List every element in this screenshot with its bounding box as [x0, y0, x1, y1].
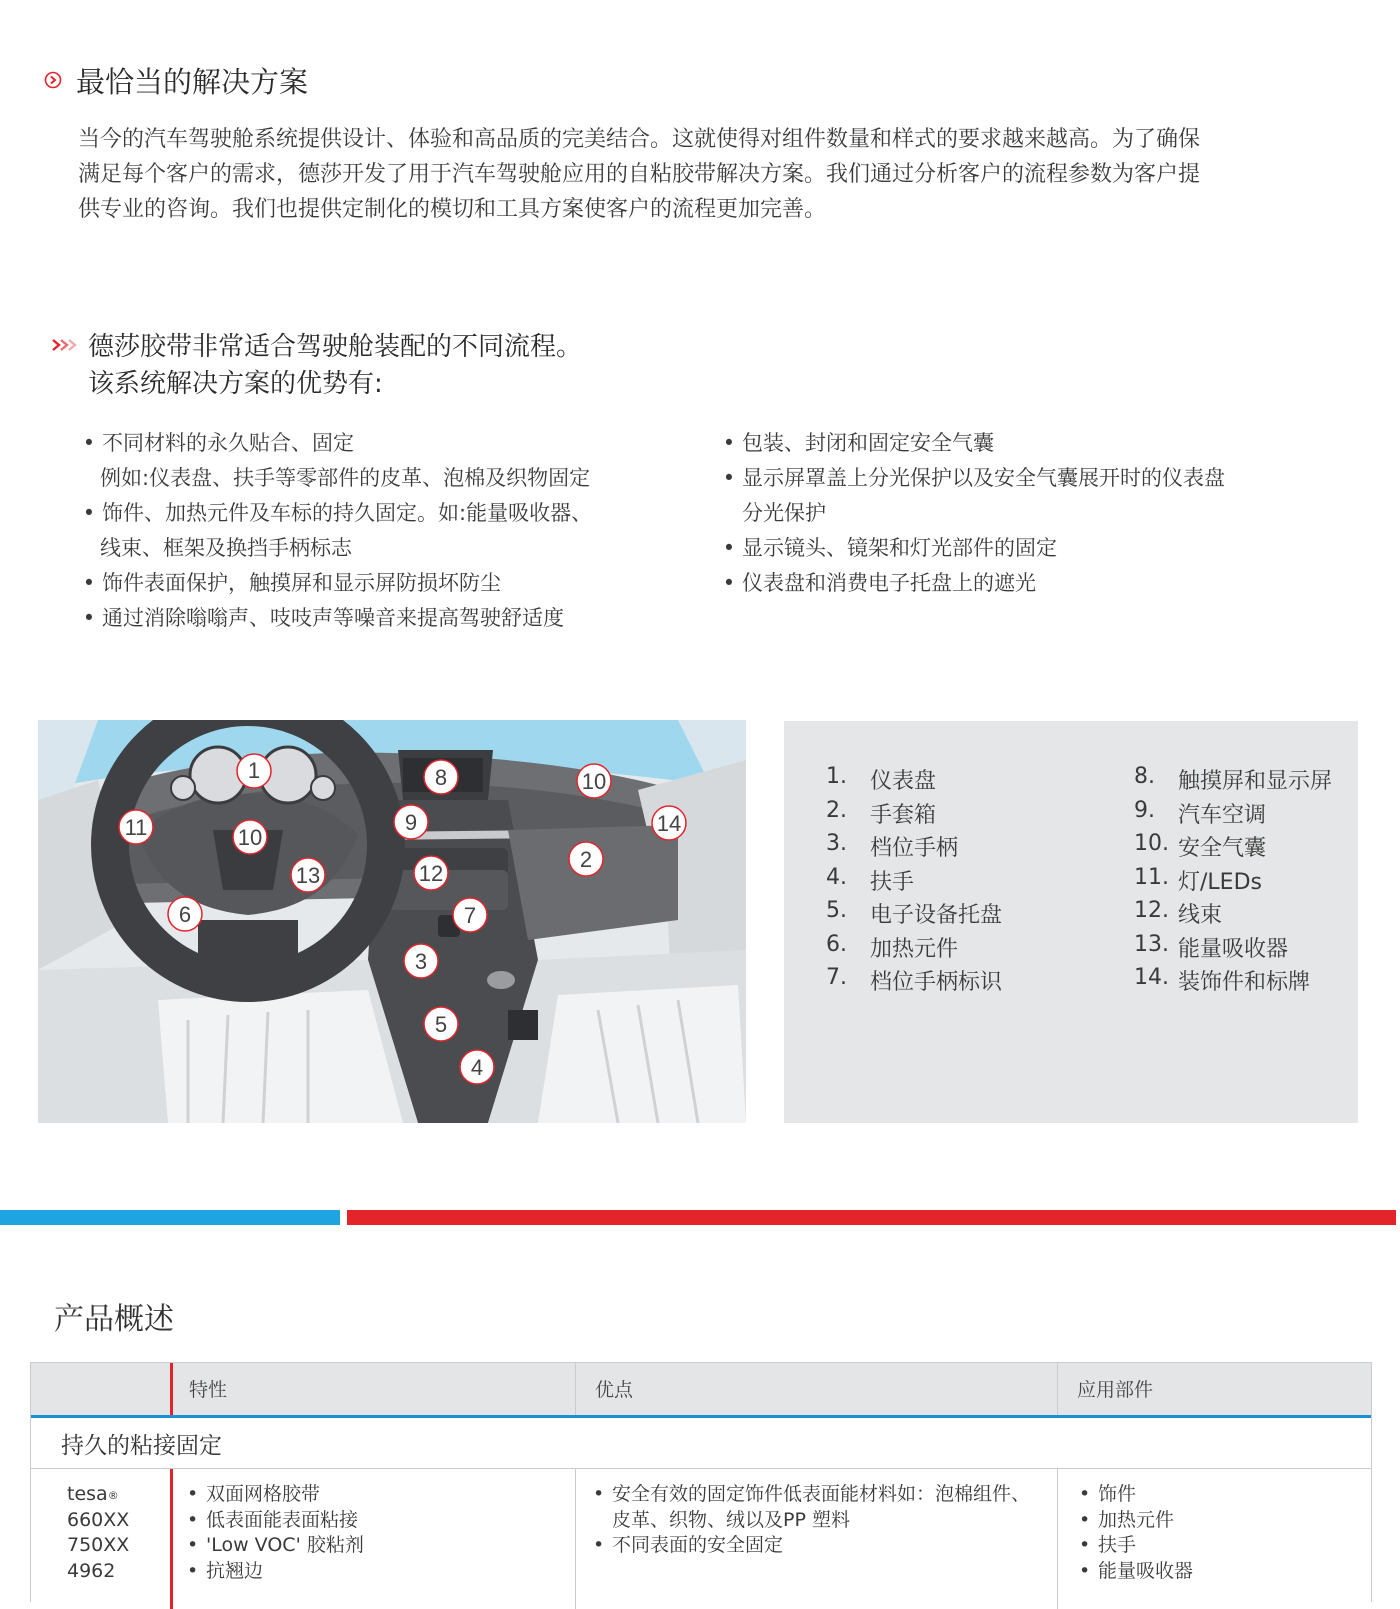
bullet-dot-icon: • — [187, 1534, 199, 1556]
list-item-continuation: 分光保护 — [742, 501, 826, 525]
cockpit-marker — [652, 806, 686, 840]
cockpit-marker — [424, 760, 458, 794]
bullet-dot-icon: • — [82, 431, 96, 455]
product-cell — [67, 1481, 129, 1583]
brand-name: tesa — [67, 1483, 108, 1505]
cockpit-marker — [404, 944, 438, 978]
legend-item: 5. 电子设备托盘 — [826, 898, 1003, 928]
product-code: 750XX — [67, 1534, 130, 1556]
svg-text:10: 10 — [237, 825, 263, 850]
list-item: • 显示镜头、镜架和灯光部件的固定 — [720, 531, 1320, 566]
list-item: • 通过消除嗡嗡声、吱吱声等噪音来提高驾驶舒适度 — [80, 601, 680, 636]
svg-text:11: 11 — [124, 815, 148, 840]
cockpit-marker — [291, 858, 325, 892]
legend-item: 6. 加热元件 — [826, 931, 959, 962]
cockpit-marker — [577, 764, 611, 798]
legend-item: 4. 扶手 — [826, 864, 915, 895]
bullet-dot-icon: • — [82, 501, 96, 525]
bullet-dot-icon: • — [1079, 1559, 1091, 1582]
column-header-advantages: 优点 — [595, 1379, 634, 1401]
cockpit-marker — [453, 898, 487, 932]
bullet-dot-icon: • — [82, 571, 96, 595]
cockpit-marker — [569, 842, 603, 876]
bullet-dot-icon: • — [187, 1508, 199, 1531]
cockpit-marker — [414, 856, 448, 890]
benefits-list-right — [720, 426, 1320, 601]
legend-item: 10. 安全气囊 — [1134, 831, 1267, 861]
cockpit-legend — [784, 721, 1358, 1123]
list-item: • 仪表盘和消费电子托盘上的遮光 — [720, 566, 1320, 601]
intro-line: 当今的汽车驾驶舱系统提供设计、体验和高品质的完美结合。这就使得对组件数量和样式的要求越来越高。为了确保 — [78, 127, 1201, 152]
legend-item: 9. 汽车空调 — [1134, 797, 1267, 828]
cockpit-illustration — [38, 720, 746, 1123]
product-code: 4962 — [67, 1559, 116, 1582]
svg-text:7: 7 — [463, 903, 477, 928]
column-header-applications: 应用部件 — [1077, 1379, 1154, 1401]
product-code: 660XX — [67, 1508, 130, 1531]
svg-text:2: 2 — [579, 847, 593, 872]
group-label: 持久的粘接固定 — [61, 1433, 222, 1459]
svg-text:3: 3 — [414, 949, 428, 974]
product-table: 特性 优点 应用部件 持久的粘接固定 tesa® 660XX 750XX 4962 • 双面网格胶带 • 低表面能表面粘接 • 'Low VOC' 胶粘剂 • 抗翘边 • 安全有效的固定饰件低表面能材料如：泡棉组件、 皮革、织物、绒以及PP 塑料 • 不同表面的安全固定 • 饰件 • 加热元件 • 扶手 • 能量吸收器 — [30, 1362, 1372, 1602]
legend-item: 13. 能量吸收器 — [1134, 931, 1289, 962]
legend-item: 3. 档位手柄 — [826, 831, 959, 861]
svg-text:8: 8 — [434, 765, 448, 790]
cockpit-marker — [460, 1050, 494, 1084]
benefits-heading-line: 该系统解决方案的优势有: — [88, 369, 383, 399]
row-accent-bar — [170, 1469, 173, 1609]
bullet-dot-icon: • — [1079, 1483, 1091, 1505]
bullet-dot-icon: • — [593, 1534, 605, 1556]
bullet-dot-icon: • — [722, 466, 736, 490]
intro-line: 满足每个客户的需求，德莎开发了用于汽车驾驶舱应用的自粘胶带解决方案。我们通过分析客户的流程参数为客户提 — [78, 162, 1201, 187]
column-divider — [575, 1363, 576, 1415]
bullet-dot-icon: • — [187, 1559, 199, 1582]
benefits-heading-line: 德莎胶带非常适合驾驶舱装配的不同流程。 — [88, 332, 583, 362]
svg-text:12: 12 — [418, 861, 444, 886]
triple-chevron-icon — [50, 336, 80, 354]
column-divider — [575, 1469, 576, 1609]
list-item-continuation: 例如:仪表盘、扶手等零部件的皮革、泡棉及织物固定 — [100, 466, 591, 490]
svg-text:6: 6 — [178, 902, 192, 927]
divider-bar-blue — [0, 1210, 340, 1225]
svg-text:1: 1 — [247, 758, 261, 783]
legend-item: 14. 装饰件和标牌 — [1134, 965, 1311, 995]
overview-title: 产品概述 — [54, 1302, 174, 1337]
bullet-dot-icon: • — [593, 1483, 605, 1505]
bullet-dot-icon: • — [187, 1483, 199, 1505]
legend-column — [826, 764, 1086, 999]
list-item: • 不同材料的永久贴合、固定 — [80, 426, 680, 461]
list-item: • 包装、封闭和固定安全气囊 — [720, 426, 1320, 461]
list-item: • 饰件表面保护，触摸屏和显示屏防损坏防尘 — [80, 566, 680, 601]
cockpit-marker — [424, 1007, 458, 1041]
column-divider — [1057, 1469, 1058, 1609]
group-row — [31, 1418, 1371, 1469]
column-header-features: 特性 — [189, 1379, 228, 1401]
bullet-dot-icon: • — [722, 571, 736, 595]
svg-text:9: 9 — [404, 810, 418, 835]
legend-item: 8. 触摸屏和显示屏 — [1134, 764, 1333, 794]
legend-item: 2. 手套箱 — [826, 797, 937, 828]
bullet-dot-icon: • — [82, 606, 96, 630]
section-title-solution: 最恰当的解决方案 — [76, 65, 309, 99]
bullet-dot-icon: • — [722, 431, 736, 455]
list-item: • 饰件、加热元件及车标的持久固定。如:能量吸收器、 — [80, 496, 680, 531]
benefits-list-left — [80, 426, 680, 636]
svg-text:10: 10 — [581, 769, 607, 794]
legend-item: 1. 仪表盘 — [826, 764, 937, 794]
legend-item: 12. 线束 — [1134, 898, 1223, 928]
cockpit-marker — [168, 897, 202, 931]
table-header — [31, 1363, 1371, 1418]
list-item-continuation: 线束、框架及换挡手柄标志 — [100, 536, 352, 560]
svg-text:5: 5 — [434, 1012, 448, 1037]
cockpit-marker — [233, 820, 267, 854]
svg-text:4: 4 — [470, 1055, 484, 1080]
list-item: • 显示屏罩盖上分光保护以及安全气囊展开时的仪表盘 — [720, 461, 1320, 496]
cockpit-marker — [237, 754, 271, 788]
header-accent-bar — [170, 1363, 173, 1415]
column-divider — [1057, 1363, 1058, 1415]
benefits-heading — [88, 329, 582, 403]
intro-paragraph — [78, 122, 1293, 227]
legend-column — [1134, 764, 1358, 999]
legend-item: 11. 灯/LEDs — [1134, 864, 1262, 895]
cockpit-marker — [119, 810, 153, 844]
intro-line: 供专业的咨询。我们也提供定制化的模切和工具方案使客户的流程更加完善。 — [78, 197, 827, 222]
svg-text:14: 14 — [656, 811, 682, 836]
cockpit-marker — [394, 805, 428, 839]
circle-chevron-icon — [44, 71, 62, 89]
bullet-dot-icon: • — [722, 536, 736, 560]
registered-mark: ® — [107, 1489, 119, 1502]
divider-bar-red — [347, 1210, 1396, 1225]
bullet-dot-icon: • — [1079, 1534, 1091, 1556]
bullet-dot-icon: • — [1079, 1508, 1091, 1531]
svg-text:13: 13 — [295, 863, 321, 888]
legend-item: 7. 档位手柄标识 — [826, 965, 1003, 995]
